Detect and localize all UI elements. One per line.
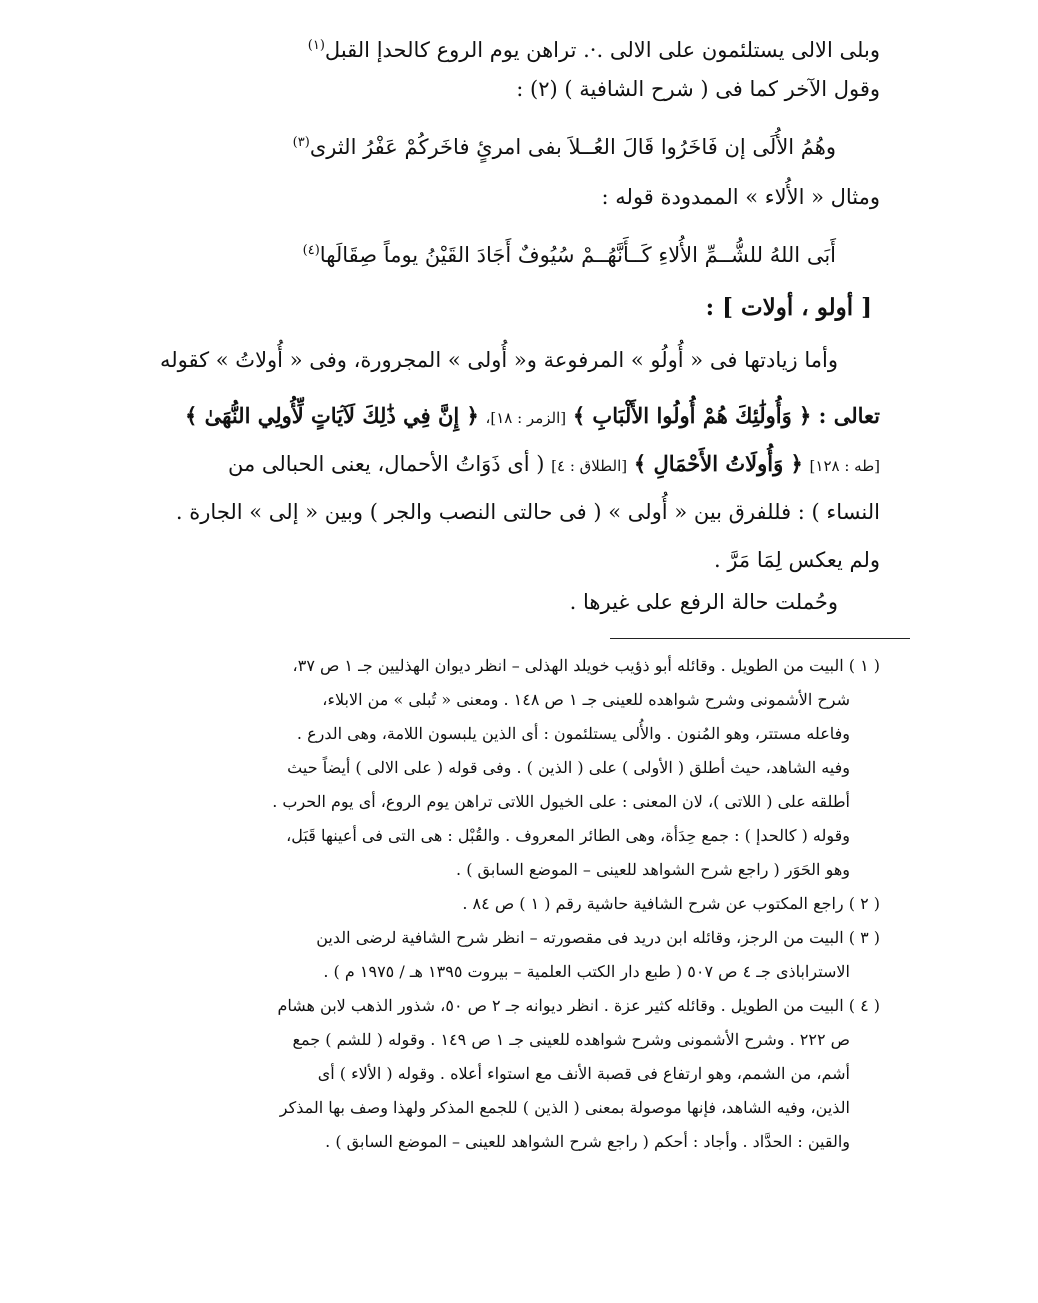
- quran-quote: ﴿ إِنَّ فِي ذَٰلِكَ لَآيَاتٍ لِّأُولِي النُّهَىٰ ﴾: [185, 403, 479, 428]
- verse-text: أَبَى اللهُ للشُّــمِّ الأُلاءِ كَــأَنَّهُــمْ سُيُوفٌ أَجَادَ القَيْنُ يوماً صِقَالَها: [319, 243, 836, 267]
- footnote-line: ص ٢٢٢ . وشرح الأشمونى وشرح شواهده للعينى جـ ١ ص ١٤٩ . وقوله ( للشم ) جمع: [292, 1030, 850, 1049]
- paragraph-text: ولم يعكس لِمَا مَرَّ .: [713, 548, 880, 572]
- footnote-line: أشم، من الشمم، وهو ارتفاع فى قصبة الأنف مع استواء أعلاه . وقوله ( الألاء ) أى: [317, 1064, 850, 1083]
- verse-line-2: [130, 222, 880, 280]
- footnote-line: ( ١ ) البيت من الطويل . وقائله أبو ذؤيب خويلد الهذلى – انظر ديوان الهذليين جـ ١ ص ٣٧،: [292, 656, 880, 675]
- footnote-ref-4: (٤): [302, 243, 320, 258]
- footnote-4: [130, 989, 880, 1159]
- text-line-4: [130, 172, 880, 222]
- footnote-ref-3: (٣): [292, 135, 310, 150]
- footnote-line: وفاعله مستتر، وهو المُنون . والأُلى يستلئمون : أى الذين يلبسون اللامة، وهى الدرع .: [296, 724, 850, 743]
- quran-citation: [الطلاق : ٤]: [551, 457, 628, 475]
- footnote-line: الذين، وفيه الشاهد، فإنها موصولة بمعنى ( الذين ) للجمع المذكر ولهذا وصف بها المذكر: [279, 1098, 850, 1117]
- paragraph-line-4: [130, 488, 880, 536]
- paragraph-text: النساء ) : فللفرق بين « أُولى » ( فى حالتى النصب والجر ) وبين « إلى » الجارة .: [175, 500, 880, 524]
- footnote-1: [130, 649, 880, 887]
- footnotes: [130, 649, 880, 1159]
- paragraph-line-2: [130, 392, 880, 440]
- main-text: [130, 28, 880, 628]
- footnote-divider: [610, 638, 910, 639]
- paragraph-text: وحُملت حالة الرفع على غيرها .: [569, 590, 838, 614]
- text-line-1: [130, 28, 880, 64]
- footnote-line: وقوله ( كالحدإ ) : جمع حِدَأة، وهى الطائر المعروف . والقُبْل : هى التى فى أعينها قَبَل،: [286, 826, 850, 845]
- footnote-line: وفيه الشاهد، حيث أطلق ( الأولى ) على ( الذين ) . وفى قوله ( على الالى ) أيضاً حيث: [287, 758, 850, 777]
- verse-text: وهُمُ الأُلَى إن فَاخَرُوا قَالَ العُــلاَ بفى امرئٍ فاخَركُمْ عَفْرُ الثرى: [309, 135, 836, 159]
- footnote-line: الاستراباذى جـ ٤ ص ٥٠٧ ( طبع دار الكتب العلمية – بيروت ١٣٩٥ هـ / ١٩٧٥ م ) .: [323, 962, 850, 981]
- paragraph-line-1: [130, 336, 880, 392]
- verse-continuation: وبلى الالى يستلئمون على الالى .·. تراهن يوم الروع كالحدإ القبل: [324, 38, 880, 62]
- footnote-ref-1: (١): [307, 38, 325, 53]
- quran-citation: [الزمر : ١٨]،: [485, 409, 567, 427]
- paragraph-line-5: [130, 536, 880, 578]
- paragraph-text: وأما زيادتها فى « أُولُو » المرفوعة و« أُولى » المجرورة، وفى « أُولاتُ » كقوله: [159, 348, 838, 372]
- text-line-2: [130, 64, 880, 114]
- footnote-line: ( ٢ ) راجع المكتوب عن شرح الشافية حاشية رقم ( ١ ) ص ٨٤ .: [462, 894, 880, 913]
- heading-text: [ أولو ، أولات ] :: [705, 294, 872, 321]
- footnote-line: شرح الأشمونى وشرح شواهده للعينى جـ ١ ص ١٤٨ . ومعنى « تُبلى » من الابلاء،: [322, 690, 850, 709]
- footnote-line: والقين : الحدَّاد . وأجاد : أحكم ( راجع شرح الشواهد للعينى – الموضع السابق ) .: [325, 1132, 850, 1151]
- paragraph-text: ( أى ذَوَاتُ الأحمال، يعنى الحبالى من: [228, 452, 545, 476]
- intro-line: وقول الآخر كما فى ( شرح الشافية ) (٢) :: [516, 77, 880, 101]
- footnote-line: ( ٤ ) البيت من الطويل . وقائله كثير عزة . انظر ديوانه جـ ٢ ص ٥٠، شذور الذهب لابن هشام: [277, 996, 880, 1015]
- quran-quote: تعالى : ﴿ وَأُولَٰئِكَ هُمْ أُولُوا الأَلْبَابِ ﴾: [572, 403, 880, 428]
- section-heading: [130, 280, 880, 336]
- paragraph-line-3: [130, 440, 880, 488]
- quran-citation: [طه : ١٢٨]: [809, 457, 880, 475]
- example-line: ومثال « الأُلاء » الممدودة قوله :: [601, 185, 880, 209]
- footnote-line: ( ٣ ) البيت من الرجز، وقائله ابن دريد فى مقصورته – انظر شرح الشافية لرضى الدين: [316, 928, 880, 947]
- footnote-line: وهو الحَوَر ( راجع شرح الشواهد للعينى – الموضع السابق ) .: [456, 860, 850, 879]
- page: [130, 28, 880, 1159]
- footnote-line: أطلقه على ( اللاتى )، لان المعنى : على الخيول اللاتى تراهن يوم الروع، أى يوم الحرب .: [272, 792, 850, 811]
- paragraph-line-6: [130, 578, 880, 628]
- footnote-3: [130, 921, 880, 989]
- footnote-2: [130, 887, 880, 921]
- verse-line-1: [130, 114, 880, 172]
- quran-quote: ﴿ وَأُولَاتُ الأَحْمَالِ ﴾: [633, 451, 803, 476]
